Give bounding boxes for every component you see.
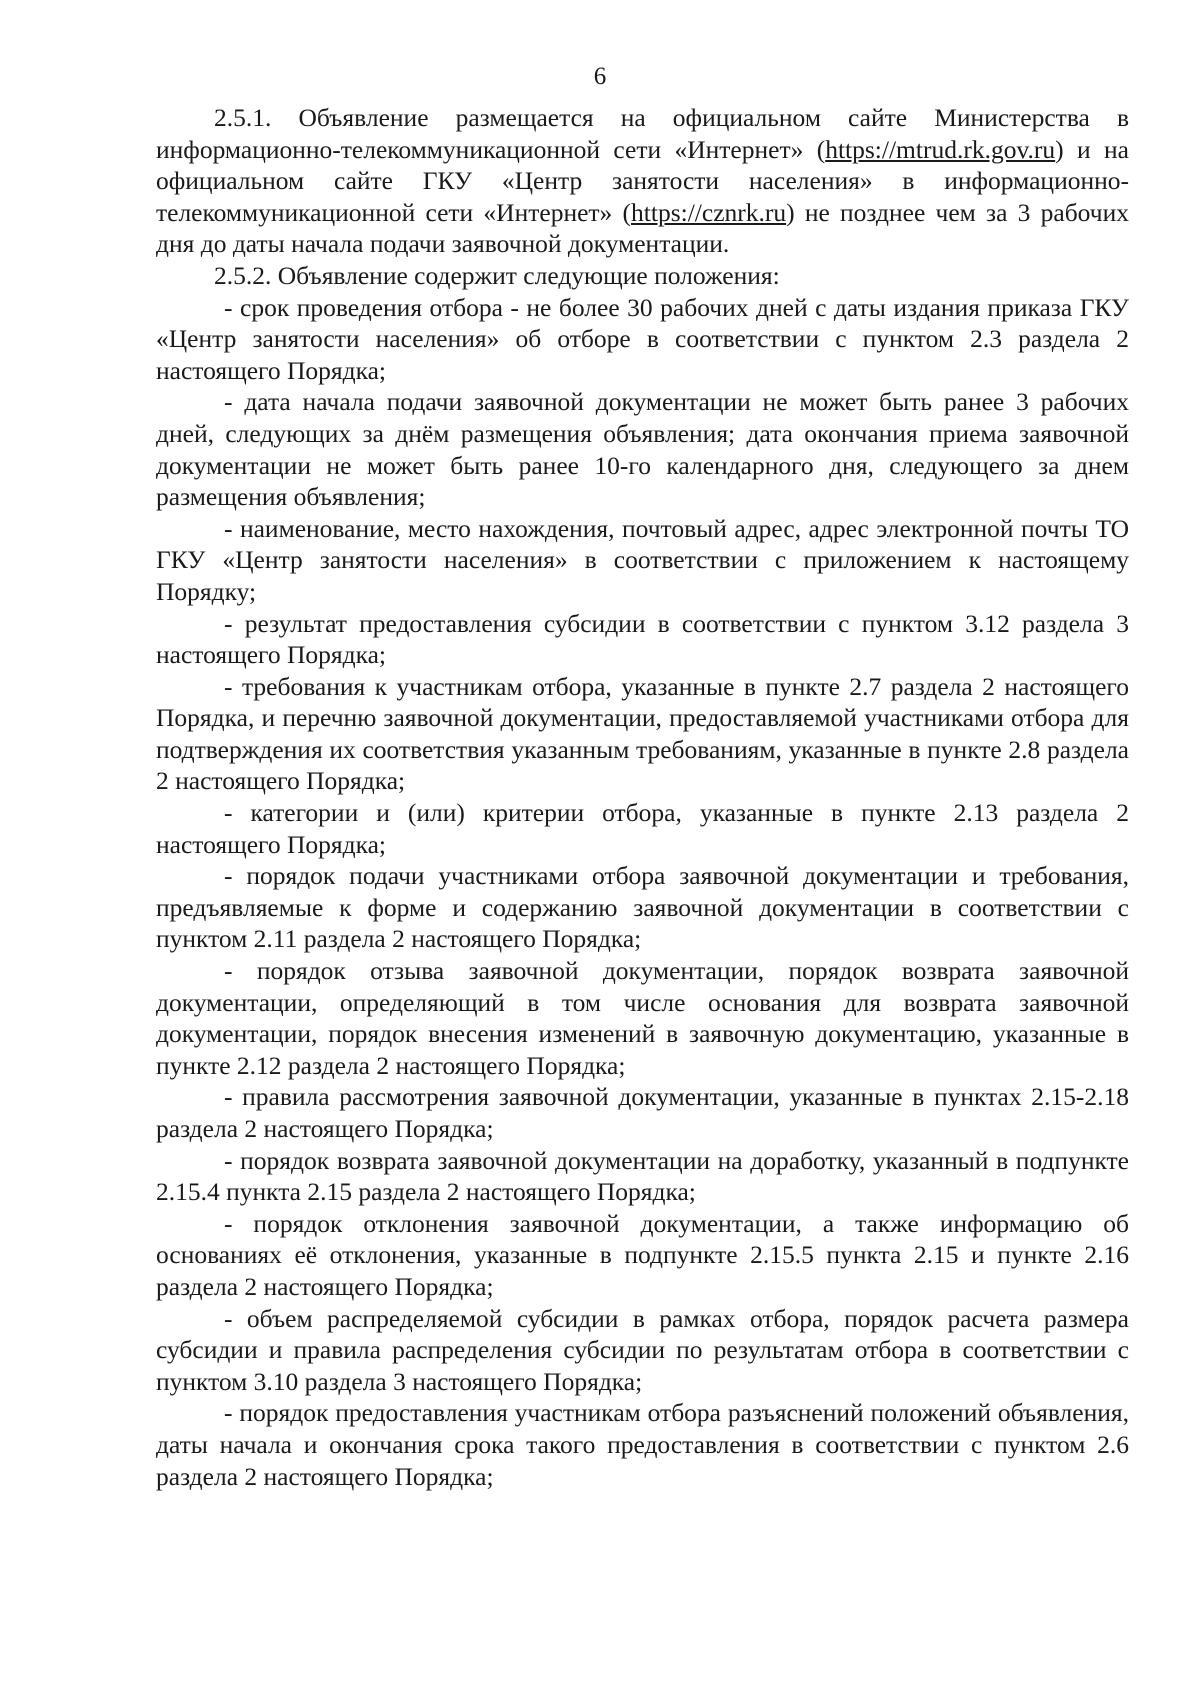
paragraph-2-5-2: 2.5.2. Объявление содержит следующие положения: — [214, 260, 780, 290]
list-item-clarifications: - порядок предоставления участникам отбора разъяснений положений объявления, даты начала и окончания срока такого предоставления в соответствии с пунктом 2.6 раздела 2 настоящего Порядка; — [156, 1398, 1129, 1491]
list-item-submission: - порядок подачи участниками отбора заявочной документации и требования, предъявляемые к форме и содержанию заявочной документации в соответствии с пунктом 2.11 раздела 2 настоящего Порядка; — [156, 861, 1129, 954]
list-item-review-rules: - правила рассмотрения заявочной документации, указанные в пунктах 2.15-2.18 раздела 2 настоящего Порядка; — [156, 1082, 1129, 1143]
list-item-categories: - категории и (или) критерии отбора, указанные в пункте 2.13 раздела 2 настоящего Порядка; — [156, 798, 1129, 859]
list-item-requirements: - требования к участникам отбора, указанные в пункте 2.7 раздела 2 настоящего Порядка, и перечню заявочной документации, предоставляемой участниками отбора для подтверждения их соответствия указанным требованиям, указанные в пункте 2.8 раздела 2 настоящего Порядка; — [156, 671, 1129, 796]
paragraph-text: 2.5.1. Объявление размещается на официальном сайте Министерства в информационно-телекоммуникационной сети «Интернет» ( — [156, 103, 1129, 164]
list-item-volume: - объем распределяемой субсидии в рамках отбора, порядок расчета размера субсидии и правила распределения субсидии по результатам отбора в соответствии с пунктом 3.10 раздела 3 настоящего Порядка; — [156, 1303, 1129, 1396]
document-body — [156, 102, 1129, 1492]
list-item-withdrawal: - порядок отзыва заявочной документации, порядок возврата заявочной документации, определяющий в том числе основания для возврата заявочной документации, порядок внесения изменений в заявочную документацию, указанные в пункте 2.12 раздела 2 настоящего Порядка; — [156, 956, 1129, 1080]
list-item-return: - порядок возврата заявочной документации на доработку, указанный в подпункте 2.15.4 пункта 2.15 раздела 2 настоящего Порядка; — [156, 1145, 1129, 1207]
paragraph-text: ) и на официальном сайте ГКУ «Центр занятости населения» в информационно-телекоммуникационной сети «Интернет» ( — [156, 134, 1129, 227]
paragraph-text: ) не позднее чем за 3 рабочих дня до даты начала подачи заявочной документации. — [156, 197, 1129, 259]
list-item-result: - результат предоставления субсидии в соответствии с пунктом 3.12 раздела 3 настоящего Порядка; — [156, 608, 1129, 670]
link-mtrud[interactable]: https://mtrud.rk.gov.ru — [825, 134, 1056, 164]
list-item-contacts: - наименование, место нахождения, почтовый адрес, адрес электронной почты ТО ГКУ «Центр занятости населения» в соответствии с приложением к настоящему Порядку; — [156, 513, 1129, 606]
list-item-dates: - дата начала подачи заявочной документации не может быть ранее 3 рабочих дней, следующих за днём размещения объявления; дата окончания приема заявочной документации не может быть ранее 10-го календарного дня, следующего за днем размещения объявления; — [156, 387, 1129, 512]
paragraph-2-5-1 — [156, 102, 1129, 260]
list-item-term: - срок проведения отбора - не более 30 рабочих дней с даты издания приказа ГКУ «Центр занятости населения» об отборе в соответствии с пунктом 2.3 раздела 2 настоящего Порядка; — [156, 292, 1129, 385]
page-number: 6 — [593, 63, 607, 90]
list-item-rejection: - порядок отклонения заявочной документации, а также информацию об основаниях её отклонения, указанные в подпункте 2.15.5 пункта 2.15 и пункте 2.16 раздела 2 настоящего Порядка; — [156, 1208, 1129, 1301]
link-cznrk[interactable]: https://cznrk.ru — [631, 197, 787, 227]
